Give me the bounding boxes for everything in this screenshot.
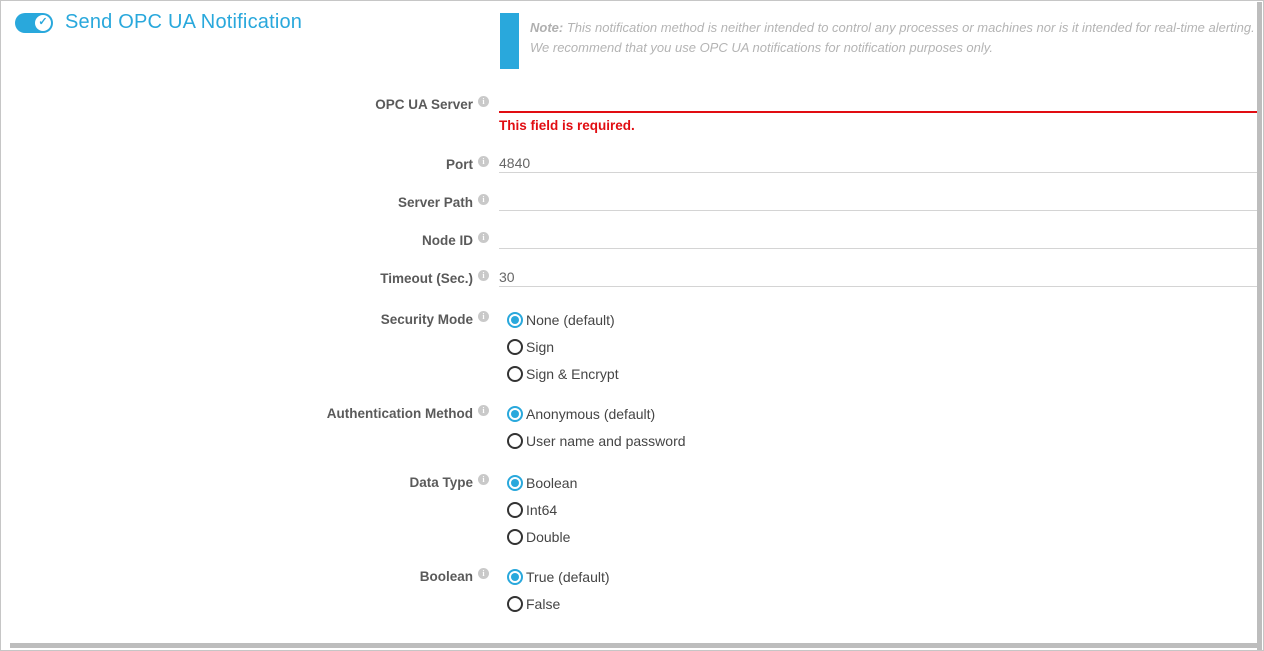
- boolean-label: Boolean: [419, 569, 473, 584]
- radio-option-anonymous[interactable]: [507, 406, 1258, 422]
- send-notification-toggle[interactable]: [15, 13, 53, 33]
- timeout-label: Timeout (Sec.): [380, 271, 473, 286]
- opc-ua-server-label: OPC UA Server: [375, 97, 473, 112]
- field-row-port: [1, 157, 1258, 173]
- port-input[interactable]: [499, 157, 1258, 173]
- opc-ua-server-input[interactable]: [499, 97, 1258, 113]
- field-label-wrap: [1, 406, 489, 422]
- field-label-wrap: [1, 569, 489, 585]
- field-row-server-path: [1, 195, 1258, 211]
- radio-selected-icon: [507, 312, 523, 328]
- field-control: [499, 157, 1258, 173]
- field-row-opc-ua-server: [1, 97, 1258, 134]
- radio-option-sign[interactable]: [507, 339, 1258, 355]
- horizontal-scrollbar[interactable]: [10, 643, 1260, 648]
- field-row-data-type: [1, 475, 1258, 545]
- radio-unselected-icon: [507, 529, 523, 545]
- field-row-security-mode: [1, 312, 1258, 382]
- radio-option-int64[interactable]: [507, 502, 1258, 518]
- radio-selected-icon: [507, 406, 523, 422]
- authentication-method-radio-group: [499, 406, 1258, 449]
- radio-option-label: Boolean: [526, 475, 578, 491]
- info-icon[interactable]: i: [478, 194, 489, 205]
- radio-option-double[interactable]: [507, 529, 1258, 545]
- note-accent-bar: [500, 13, 519, 69]
- field-label-wrap: [1, 271, 489, 287]
- node-id-label: Node ID: [421, 233, 473, 248]
- field-label-wrap: [1, 157, 489, 173]
- field-control: [499, 195, 1258, 211]
- field-row-authentication-method: [1, 406, 1258, 449]
- section-header: [15, 11, 302, 34]
- radio-option-false[interactable]: [507, 596, 1258, 612]
- page-title: Send OPC UA Notification: [65, 11, 303, 33]
- radio-option-label: Sign & Encrypt: [526, 366, 619, 382]
- radio-option-none[interactable]: [507, 312, 1258, 328]
- info-icon[interactable]: i: [478, 232, 489, 243]
- radio-option-sign-encrypt[interactable]: [507, 366, 1258, 382]
- note-label: Note:: [530, 20, 564, 35]
- info-icon[interactable]: i: [478, 96, 489, 107]
- radio-option-true[interactable]: [507, 569, 1258, 585]
- field-label-wrap: [1, 233, 489, 249]
- server-path-input[interactable]: [499, 195, 1258, 211]
- radio-option-label: Int64: [526, 502, 558, 518]
- radio-option-label: True (default): [526, 569, 610, 585]
- info-icon[interactable]: i: [478, 270, 489, 281]
- info-icon[interactable]: i: [478, 156, 489, 167]
- field-row-timeout: [1, 271, 1258, 287]
- note-box: [500, 13, 1256, 69]
- required-field-error: This field is required.: [499, 118, 635, 133]
- server-path-label: Server Path: [397, 195, 473, 210]
- info-icon[interactable]: i: [478, 474, 489, 485]
- radio-option-username-password[interactable]: [507, 433, 1258, 449]
- info-icon[interactable]: i: [478, 311, 489, 322]
- security-mode-radio-group: [499, 312, 1258, 382]
- radio-unselected-icon: [507, 502, 523, 518]
- field-control: [499, 271, 1258, 287]
- authentication-method-label: Authentication Method: [326, 406, 473, 421]
- info-icon[interactable]: i: [478, 568, 489, 579]
- node-id-input[interactable]: [499, 233, 1258, 249]
- notification-form: [1, 97, 1258, 612]
- toggle-check-icon: ✓: [35, 15, 51, 31]
- field-row-boolean: [1, 569, 1258, 612]
- field-control: [499, 233, 1258, 249]
- field-label-wrap: [1, 475, 489, 491]
- radio-option-label: User name and password: [526, 433, 686, 449]
- note-text: [530, 18, 1256, 69]
- data-type-label: Data Type: [409, 475, 473, 490]
- radio-unselected-icon: [507, 596, 523, 612]
- field-row-node-id: [1, 233, 1258, 249]
- vertical-scrollbar[interactable]: [1257, 2, 1262, 651]
- radio-unselected-icon: [507, 339, 523, 355]
- field-control: [499, 97, 1258, 134]
- radio-option-boolean[interactable]: [507, 475, 1258, 491]
- field-label-wrap: [1, 195, 489, 211]
- security-mode-label: Security Mode: [380, 312, 473, 327]
- field-label-wrap: [1, 312, 489, 328]
- radio-option-label: False: [526, 596, 561, 612]
- radio-option-label: Anonymous (default): [526, 406, 656, 422]
- port-label: Port: [446, 157, 473, 172]
- radio-unselected-icon: [507, 366, 523, 382]
- radio-selected-icon: [507, 475, 523, 491]
- note-body: This notification method is neither intended to control any processes or machines nor is it intended for real-time alerting. We recommend that you use OPC UA notifications for notification purposes only.: [530, 20, 1255, 55]
- radio-option-label: Double: [526, 529, 571, 545]
- field-label-wrap: [1, 97, 489, 113]
- radio-option-label: Sign: [526, 339, 555, 355]
- data-type-radio-group: [499, 475, 1258, 545]
- timeout-input[interactable]: [499, 271, 1258, 287]
- radio-unselected-icon: [507, 433, 523, 449]
- radio-selected-icon: [507, 569, 523, 585]
- info-icon[interactable]: i: [478, 405, 489, 416]
- radio-option-label: None (default): [526, 312, 615, 328]
- boolean-radio-group: [499, 569, 1258, 612]
